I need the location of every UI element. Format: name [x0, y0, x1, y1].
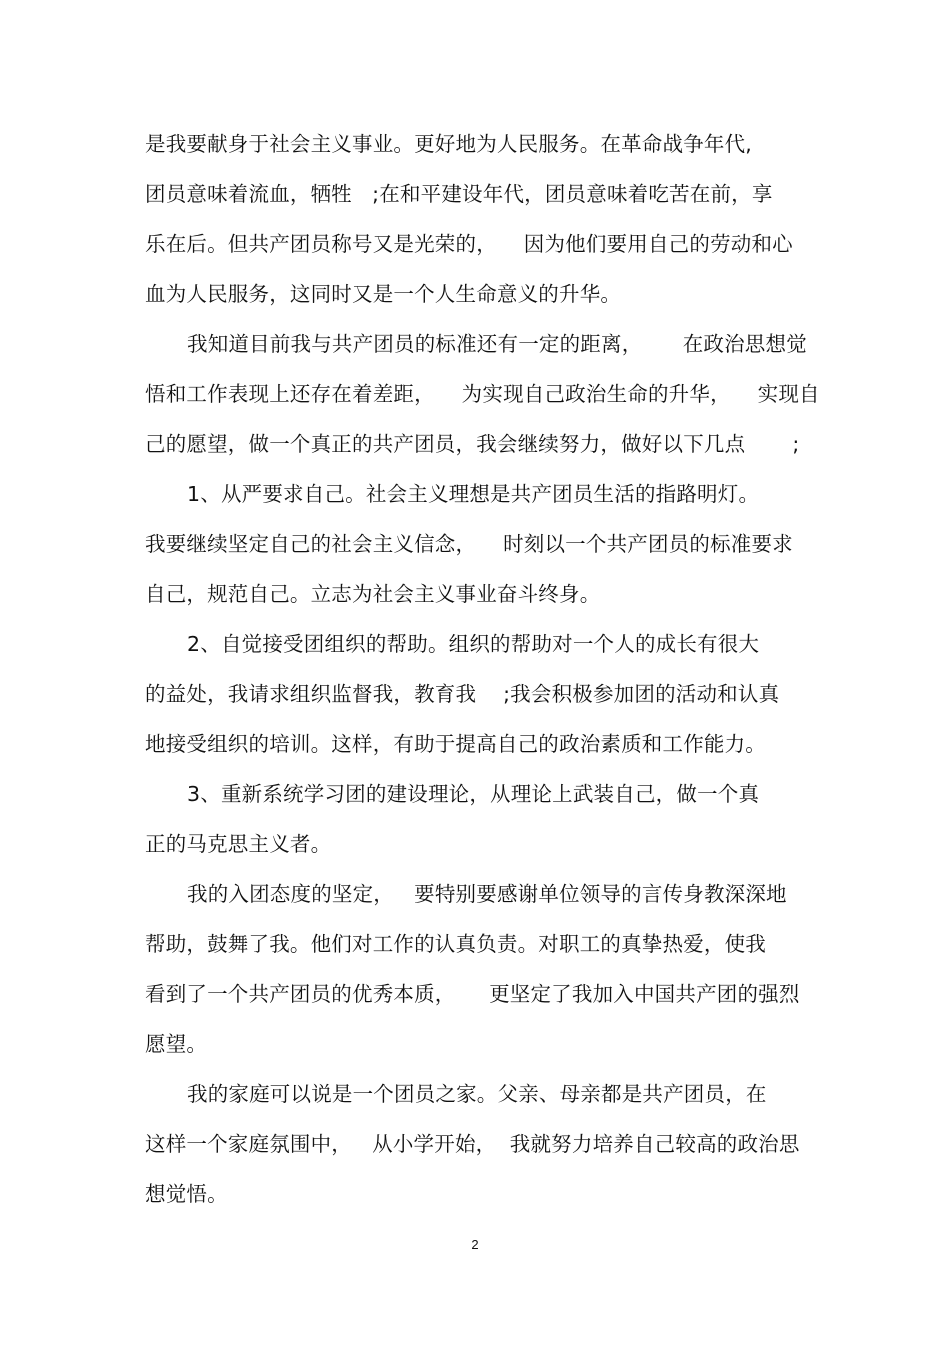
text-line: 3、重新系统学习团的建设理论，从理论上武装自己，做一个真 — [187, 782, 760, 806]
text-line: 乐在后。但共产团员称号又是光荣的， 因为他们要用自己的劳动和心 — [145, 232, 793, 256]
text-line: 帮助，鼓舞了我。他们对工作的认真负责。对职工的真挚热爱，使我 — [145, 932, 766, 956]
text-line: 己的愿望，做一个真正的共产团员，我会继续努力，做好以下几点 ; — [145, 432, 800, 456]
text-line: 自己，规范自己。立志为社会主义事业奋斗终身。 — [145, 582, 601, 606]
text-line: 愿望。 — [145, 1032, 208, 1056]
text-line: 我知道目前我与共产团员的标准还有一定的距离， 在政治思想觉 — [187, 332, 807, 356]
text-line: 是我要献身于社会主义事业。更好地为人民服务。在革命战争年代, — [145, 132, 753, 156]
text-line: 我的入团态度的坚定， 要特别要感谢单位领导的言传身教深深地 — [187, 882, 787, 906]
text-line: 正的马克思主义者。 — [145, 832, 332, 856]
text-line: 看到了一个共产团员的优秀本质， 更坚定了我加入中国共产团的强烈 — [145, 982, 800, 1006]
text-line: 1、从严要求自己。社会主义理想是共产团员生活的指路明灯。 — [187, 482, 760, 506]
text-line: 地接受组织的培训。这样，有助于提高自己的政治素质和工作能力。 — [145, 732, 766, 756]
text-line: 的益处，我请求组织监督我，教育我 ;我会积极参加团的活动和认真 — [145, 682, 780, 706]
text-line: 我的家庭可以说是一个团员之家。父亲、母亲都是共产团员，在 — [187, 1082, 767, 1106]
text-line: 这样一个家庭氛围中， 从小学开始， 我就努力培养自己较高的政治思 — [145, 1132, 800, 1156]
text-line: 我要继续坚定自己的社会主义信念， 时刻以一个共产团员的标准要求 — [145, 532, 793, 556]
text-line: 悟和工作表现上还存在着差距， 为实现自己政治生命的升华， 实现自 — [145, 382, 820, 406]
text-line: 血为人民服务，这同时又是一个人生命意义的升华。 — [145, 282, 622, 306]
text-line: 2、自觉接受团组织的帮助。组织的帮助对一个人的成长有很大 — [187, 632, 760, 656]
text-line: 想觉悟。 — [145, 1182, 228, 1206]
page-number: 2 — [471, 1237, 479, 1252]
text-line: 团员意味着流血，牺牲 ;在和平建设年代，团员意味着吃苦在前，享 — [145, 182, 773, 206]
